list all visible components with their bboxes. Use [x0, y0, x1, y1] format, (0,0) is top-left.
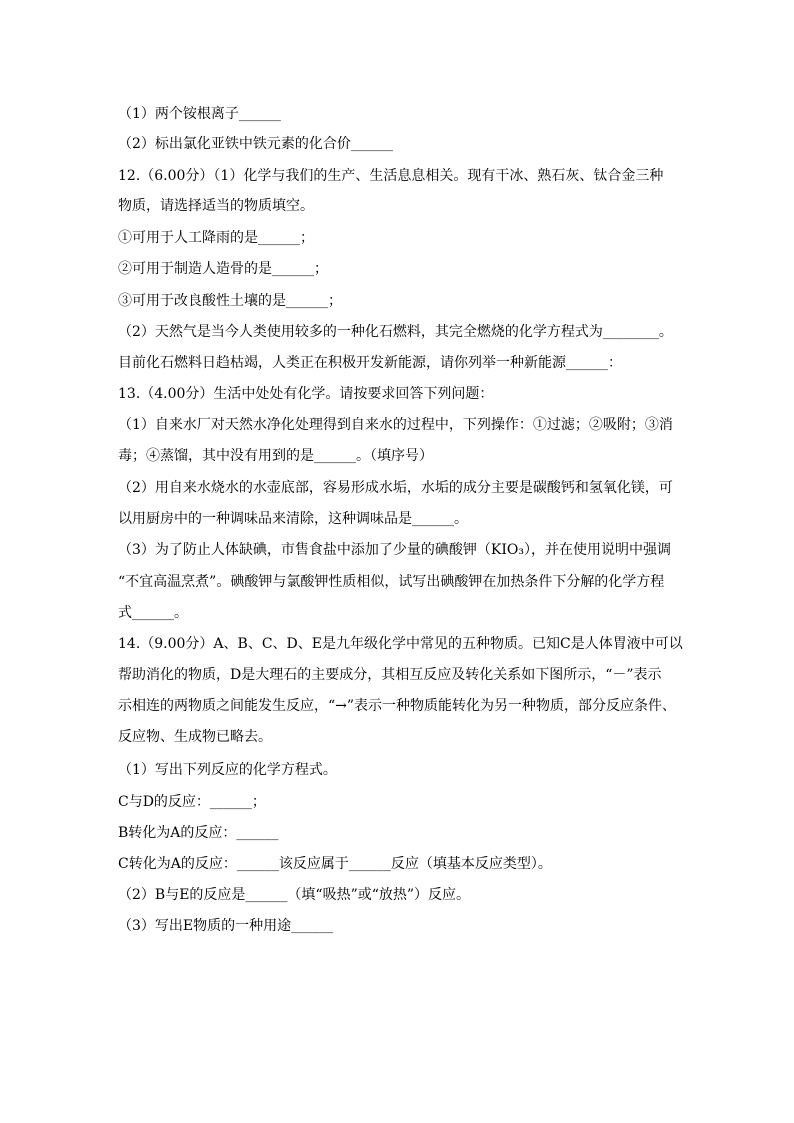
text-line-14: 以用厨房中的一种调味品来清除，这种调味品是______。	[118, 511, 468, 527]
text-line-26: （2）B与E的反应是______（填“吸热”或“放热”）反应。	[118, 887, 471, 903]
text-line-24: B转化为A的反应：______	[118, 825, 279, 841]
text-line-20: 示相连的两物质之间能发生反应，“→”表示一种物质能转化为另一种物质，部分反应条件、	[118, 698, 677, 714]
text-line-9: 目前化石燃料日趋枯竭，人类正在积极开发新能源，请你列举一种新能源______：	[118, 355, 622, 371]
text-line-27: （3）写出E物质的一种用途______	[118, 918, 334, 934]
text-line-5: ①可用于人工降雨的是______；	[118, 230, 314, 246]
text-line-15: （3）为了防止人体缺碘，市售食盐中添加了少量的碘酸钾（KIO₃），并在使用说明中强调	[118, 542, 671, 558]
question-14-heading: 14.（9.00分）A、B、C、D、E是九年级化学中常见的五种物质。已知C是人体胃液中可以	[118, 636, 683, 652]
text-line-16: “不宜高温烹煮”。碘酸钾与氯酸钾性质相似，试写出碘酸钾在加热条件下分解的化学方程	[118, 574, 665, 590]
text-line-4: 物质，请选择适当的物质填空。	[118, 198, 314, 214]
text-line-13: （2）用自来水烧水的水壶底部，容易形成水垢，水垢的成分主要是碳酸钙和氢氧化镁，可	[118, 480, 673, 496]
text-line-6: ②可用于制造人造骨的是______；	[118, 261, 328, 277]
text-line-2: （2）标出氯化亚铁中铁元素的化合价______	[118, 136, 393, 152]
text-line-12: 毒；④蒸馏，其中没有用到的是______。（填序号）	[118, 448, 433, 464]
text-line-25: C转化为A的反应：______该反应属于______反应（填基本反应类型）。	[118, 856, 552, 872]
text-line-7: ③可用于改良酸性土壤的是______；	[118, 293, 342, 309]
text-line-21: 反应物、生成物已略去。	[118, 729, 272, 745]
text-line-22: （1）写出下列反应的化学方程式。	[118, 762, 337, 778]
text-line-19: 帮助消化的物质，D是大理石的主要成分，其相互反应及转化关系如下图所示，“－”表示	[118, 667, 662, 683]
question-12-heading: 12.（6.00分）（1）化学与我们的生产、生活息息相关。现有干冰、熟石灰、钛合金三种	[118, 168, 664, 184]
question-13-heading: 13.（4.00分）生活中处处有化学。请按要求回答下列问题：	[118, 386, 494, 402]
text-line-23: C与D的反应：______；	[118, 794, 266, 810]
text-line-11: （1）自来水厂对天然水净化处理得到自来水的过程中，下列操作：①过滤；②吸附；③消	[118, 417, 673, 433]
text-line-1: （1）两个铵根离子______	[118, 106, 281, 122]
text-line-8: （2）天然气是当今人类使用较多的一种化石燃料，其完全燃烧的化学方程式为________。	[118, 324, 673, 340]
text-line-17: 式______。	[118, 605, 188, 621]
